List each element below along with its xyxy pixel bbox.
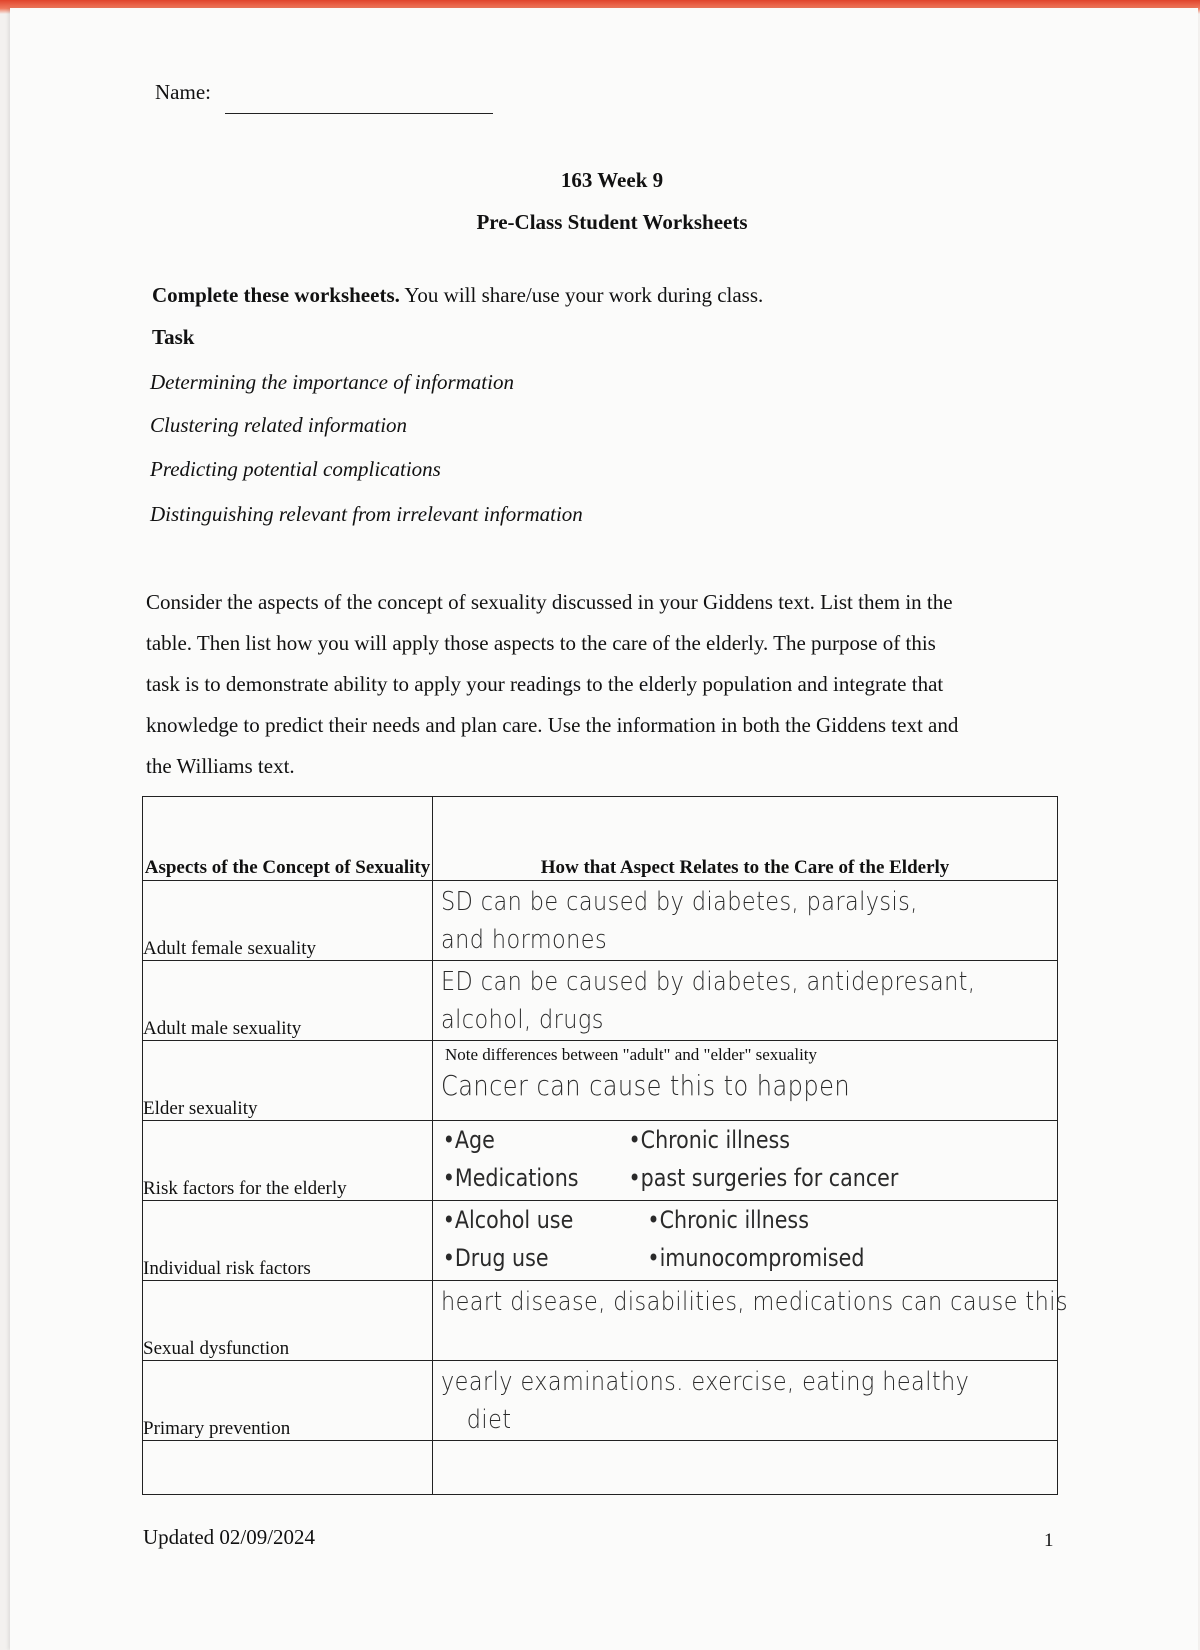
aspect-cell: Primary prevention xyxy=(143,1361,433,1441)
handwritten-line: ED can be caused by diabetes, antidepresant, xyxy=(441,967,976,997)
handwritten-item: •Drug use xyxy=(442,1244,549,1272)
handwritten-item: •imunocompromised xyxy=(647,1244,865,1272)
table-row xyxy=(143,1201,1058,1281)
task-item: Predicting potential complications xyxy=(150,457,441,481)
handwritten-item: •Chronic illness xyxy=(628,1126,791,1154)
answer-cell-empty[interactable] xyxy=(433,1441,1058,1495)
aspect-cell: Adult female sexuality xyxy=(143,881,433,961)
handwritten-line: SD can be caused by diabetes, paralysis, xyxy=(441,887,918,917)
aspect-cell: Sexual dysfunction xyxy=(143,1281,433,1361)
handwritten-line: alcohol, drugs xyxy=(441,1005,604,1035)
table-row xyxy=(143,961,1058,1041)
worksheet-subtitle: Pre-Class Student Worksheets xyxy=(476,210,748,234)
paragraph-line: table. Then list how you will apply those aspects to the care of the elderly. The purpose of this xyxy=(146,631,936,655)
answer-cell[interactable] xyxy=(433,1361,1058,1441)
instructions-rest: You will share/use your work during class. xyxy=(399,283,764,307)
table-row-empty xyxy=(143,1441,1058,1495)
table-row xyxy=(143,1361,1058,1441)
instructions-bold: Complete these worksheets. xyxy=(152,283,400,307)
task-item: Clustering related information xyxy=(150,413,408,437)
handwritten-answer xyxy=(441,1283,1068,1321)
handwritten-answer xyxy=(441,1121,971,1199)
paragraph-line: task is to demonstrate ability to apply your readings to the elderly population and integrate that xyxy=(146,672,944,696)
header-aspects: Aspects of the Concept of Sexuality xyxy=(143,797,433,881)
table-row xyxy=(143,881,1058,961)
handwritten-item: •Age xyxy=(442,1126,495,1154)
task-item: Distinguishing relevant from irrelevant information xyxy=(150,502,583,526)
aspect-cell: Elder sexuality xyxy=(143,1041,433,1121)
handwritten-answer xyxy=(441,883,1031,959)
page-number: 1 xyxy=(1044,1530,1054,1551)
header-care-relation: How that Aspect Relates to the Care of the Elderly xyxy=(433,797,1058,881)
answer-cell[interactable] xyxy=(433,961,1058,1041)
task-heading: Task xyxy=(152,325,195,349)
handwritten-item: •Alcohol use xyxy=(442,1206,574,1234)
answer-cell[interactable] xyxy=(433,881,1058,961)
paragraph-line: Consider the aspects of the concept of sexuality discussed in your Giddens text. List them in the xyxy=(146,590,953,614)
handwritten-answer xyxy=(441,1201,971,1279)
table-row xyxy=(143,1041,1058,1121)
answer-cell[interactable] xyxy=(433,1201,1058,1281)
handwritten-line: yearly examinations. exercise, eating healthy xyxy=(441,1367,970,1397)
table-row xyxy=(143,1281,1058,1361)
aspect-cell-empty[interactable] xyxy=(143,1441,433,1495)
handwritten-line: diet xyxy=(466,1405,512,1435)
answer-cell[interactable] xyxy=(433,1281,1068,1361)
answer-cell[interactable] xyxy=(433,1041,1058,1121)
sexuality-care-table xyxy=(142,796,1068,1495)
elder-note: Note differences between "adult" and "elder" sexuality xyxy=(445,1045,818,1064)
handwritten-line: Cancer can cause this to happen xyxy=(441,1069,851,1102)
handwritten-line: heart disease, disabilities, medications can cause this xyxy=(441,1287,1068,1317)
handwritten-answer xyxy=(441,1363,1031,1439)
handwritten-line: and hormones xyxy=(441,925,608,955)
name-blank-line[interactable] xyxy=(225,113,493,114)
handwritten-item: •Chronic illness xyxy=(647,1206,809,1234)
aspect-cell: Adult male sexuality xyxy=(143,961,433,1041)
handwritten-item: •past surgeries for cancer xyxy=(628,1164,899,1192)
paragraph-line: knowledge to predict their needs and plan care. Use the information in both the Giddens text and xyxy=(146,713,959,737)
handwritten-answer xyxy=(441,1067,1031,1105)
table-row xyxy=(143,1121,1058,1201)
task-item: Determining the importance of information xyxy=(150,370,514,394)
name-label: Name: xyxy=(155,80,211,104)
aspect-cell: Individual risk factors xyxy=(143,1201,433,1281)
table-header-row xyxy=(143,797,1058,881)
aspect-cell: Risk factors for the elderly xyxy=(143,1121,433,1201)
instructions xyxy=(152,283,763,308)
worksheet-title: 163 Week 9 xyxy=(560,168,664,192)
handwritten-answer xyxy=(441,963,1031,1039)
handwritten-item: •Medications xyxy=(442,1164,579,1192)
updated-date: Updated 02/09/2024 xyxy=(143,1525,316,1549)
paragraph-line: the Williams text. xyxy=(146,754,295,778)
answer-cell[interactable] xyxy=(433,1121,1058,1201)
